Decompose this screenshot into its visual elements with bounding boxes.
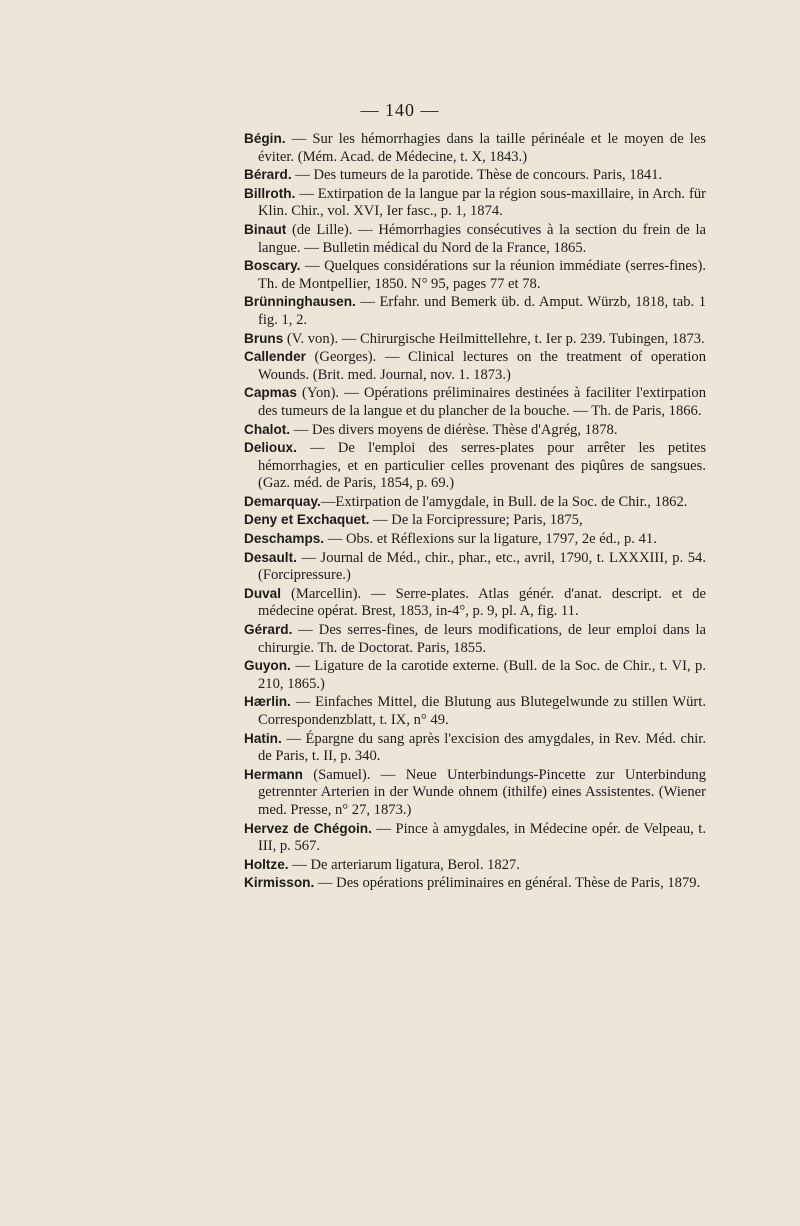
entry-text: — De arteriarum ligatura, Berol. 1827. — [288, 856, 520, 873]
entry-text: — De l'emploi des serres-plates pour arrêter les petites hémorrhagies, et en particulier celles provenant des piqûres de sangsues. (Gaz. méd. de Paris, 1854, p. 69.) — [258, 440, 710, 492]
entry-text: — Sur les hémorrhagies dans la taille périnéale et le moyen de les éviter. (Mém. Acad. de Médecine, t. X, 1843.) — [258, 131, 710, 165]
entry-author: Holtze. — [244, 856, 289, 872]
entry-author: Boscary. — [244, 258, 301, 274]
entry-author: Hervez de Chégoin. — [244, 820, 372, 836]
bibliography-entry — [244, 730, 710, 766]
entry-author: Bégin. — [244, 131, 286, 146]
entry-text: —Extirpation de l'amygdale, in Bull. de la Soc. de Chir., 1862. — [320, 493, 688, 510]
entry-text: — Des divers moyens de diérèse. Thèse d'Agrég, 1878. — [290, 421, 618, 438]
entry-text: — Pince à amygdales, in Médecine opér. de Velpeau, t. III, p. 567. — [258, 820, 710, 855]
page-number: — 140 — — [360, 100, 440, 120]
entry-text: — Quelques considérations sur la réunion immédiate (serres-fines). Th. de Montpellier, 1850. N° 95, pages 77 et 78. — [258, 258, 710, 292]
entry-text: — Journal de Méd., chir., phar., etc., avril, 1790, t. LXXXIII, p. 54. (Forcipressure.) — [258, 549, 710, 584]
entry-author: Bérard. — [244, 167, 292, 183]
bibliography-entry — [244, 348, 710, 384]
entry-text: — Des serres-fines, de leurs modifications, de leur emploi dans la chirurgie. Th. de Doctorat. Paris, 1855. — [258, 622, 710, 656]
entry-text: (Yon). — Opérations préliminaires destinées à faciliter l'extirpation des tumeurs de la langue et du plancher de la bouche. — Th. de Paris, 1866. — [258, 385, 710, 419]
bibliography-entry — [244, 856, 706, 875]
bibliography-entry — [244, 657, 710, 693]
bibliography-entry — [244, 130, 710, 166]
bibliography-list — [244, 130, 710, 893]
entry-author: Billroth. — [244, 185, 296, 201]
bibliography-entry — [244, 439, 710, 493]
entry-author: Desault. — [244, 549, 297, 565]
bibliography-entry — [244, 549, 710, 585]
bibliography-entry — [244, 166, 706, 185]
entry-text: (Georges). — Clinical lectures on the treatment of operation Wounds. (Brit. med. Journal, nov. 1. 1873.) — [258, 349, 710, 383]
entry-text: — Extirpation de la langue par la région sous-maxillaire, in Arch. für Klin. Chir., vol. XVI, Ier fasc., p. 1, 1874. — [258, 185, 710, 220]
entry-text: (V. von). — Chirurgische Heilmittellehre, t. Ier p. 239. Tubingen, 1873. — [283, 330, 705, 347]
entry-author: Delioux. — [244, 440, 297, 456]
bibliography-entry — [244, 530, 706, 549]
entry-author: Brünninghausen. — [244, 294, 356, 310]
entry-text: — Des tumeurs de la parotide. Thèse de concours. Paris, 1841. — [291, 167, 663, 184]
entry-author: Hærlin. — [244, 694, 291, 710]
bibliography-entry — [244, 221, 710, 257]
bibliography-entry — [244, 493, 706, 512]
bibliography-entry — [244, 693, 710, 729]
entry-text: — Erfahr. und Bemerk üb. d. Amput. Würzb, 1818, tab. 1 fig. 1, 2. — [258, 294, 710, 328]
entry-author: Duval — [244, 585, 282, 601]
entry-text: — Obs. et Réflexions sur la ligature, 1797, 2e éd., p. 41. — [324, 531, 657, 548]
bibliography-entry — [244, 384, 710, 420]
entry-author: Chalot. — [244, 421, 291, 437]
entry-text: (Marcellin). — Serre-plates. Atlas génér. d'anat. descript. et de médecine opérat. Brest, 1853, in-4°, p. 9, pl. A, fig. 11. — [258, 585, 710, 620]
entry-author: Binaut — [244, 221, 287, 237]
bibliography-entry — [244, 511, 706, 530]
entry-author: Deschamps. — [244, 531, 325, 547]
entry-text: — Épargne du sang après l'excision des amygdales, in Rev. Méd. chir. de Paris, t. II, p. 340. — [258, 730, 710, 765]
entry-author: Hatin. — [244, 730, 282, 746]
entry-text: — De la Forcipressure; Paris, 1875, — [369, 512, 583, 529]
entry-text: — Ligature de la carotide externe. (Bull. de la Soc. de Chir., t. VI, p. 210, 1865.) — [258, 658, 710, 692]
entry-author: Gérard. — [244, 622, 293, 638]
entry-author: Kirmisson. — [244, 875, 315, 891]
entry-author: Bruns — [244, 330, 284, 346]
entry-text: — Einfaches Mittel, die Blutung aus Blutegelwunde zu stillen Würt. Correspondenzblatt, t. IX, n° 49. — [258, 694, 710, 728]
bibliography-entry — [244, 330, 706, 349]
entry-author: Demarquay. — [244, 493, 321, 509]
entry-author: Guyon. — [244, 658, 291, 674]
entry-text: — Des opérations préliminaires en général. Thèse de Paris, 1879. — [314, 875, 701, 892]
bibliography-entry — [244, 421, 706, 440]
entry-text: (Samuel). — Neue Unterbindungs-Pincette zur Unterbindung getrennter Arterien in der Wunde ohnem (ithilfe) eines Assistentes. (Wiener med. Presse, n° 27, 1873.) — [258, 766, 710, 818]
bibliography-entry — [244, 766, 710, 820]
bibliography-entry — [244, 185, 710, 221]
entry-author: Callender — [244, 349, 306, 365]
bibliography-entry — [244, 621, 710, 657]
bibliography-entry — [244, 874, 706, 893]
bibliography-entry — [244, 585, 710, 621]
entry-author: Hermann — [244, 766, 303, 782]
entry-text: (de Lille). — Hémorrhagies consécutives à la section du frein de la langue. — Bulletin médical du Nord de la France, 1865. — [258, 221, 710, 256]
bibliography-entry — [244, 257, 710, 293]
entry-author: Capmas — [244, 385, 297, 401]
bibliography-entry — [244, 293, 710, 329]
bibliography-entry — [244, 820, 710, 856]
entry-author: Deny et Exchaquet. — [244, 512, 370, 528]
